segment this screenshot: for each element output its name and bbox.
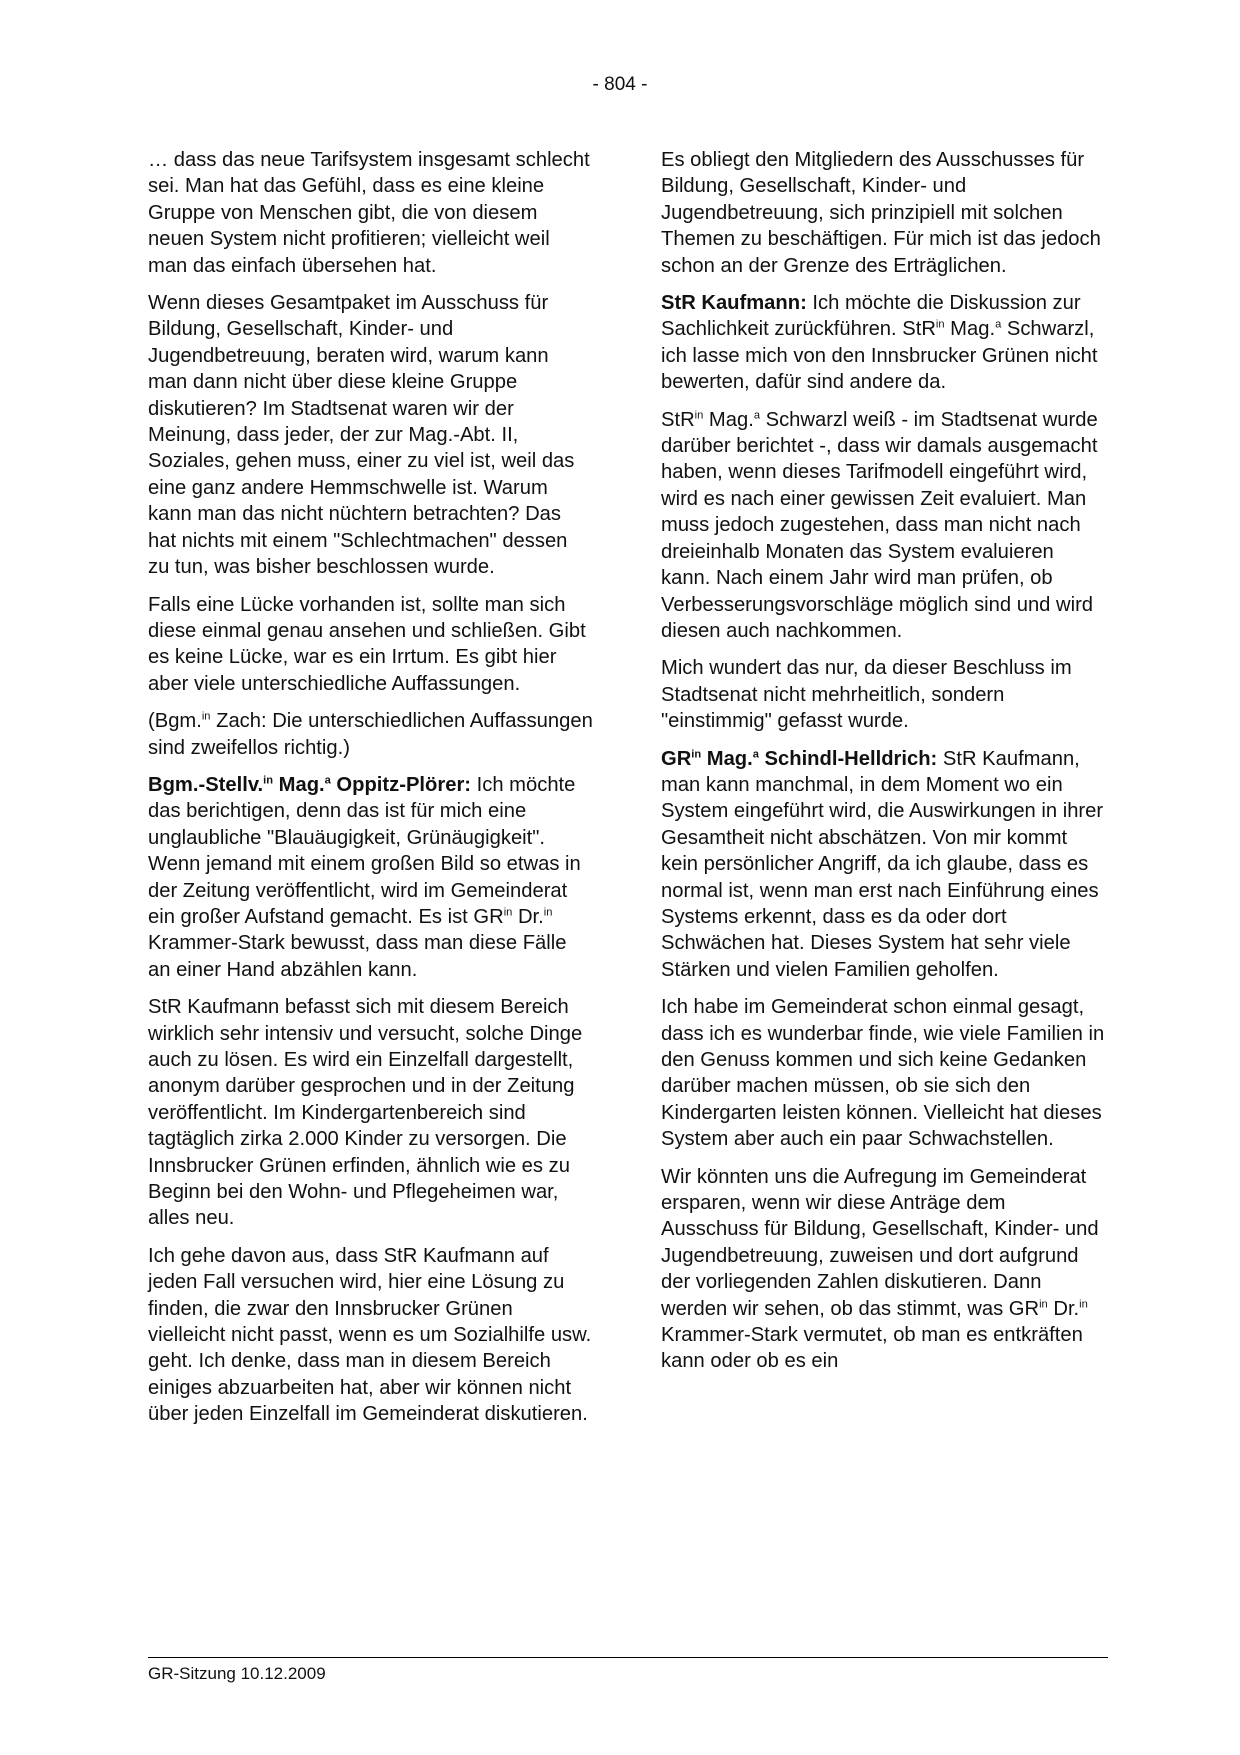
superscript: in — [201, 710, 211, 723]
text-run: (Bgm. — [148, 710, 202, 733]
text-run: Wenn dieses Gesamtpaket im Ausschuss für Bildung, Gesellschaft, Kinder- und Jugendbetreuung, beraten wird, warum kann man dann nicht über diese kleine Gruppe diskutieren? Im Stadtsenat waren wir der Meinung, dass jeder, der zur Mag.-Abt. II, Soziales, gehen muss, einer zu viel ist, weil das eine ganz andere Hemmschwelle ist. Warum kann man das nicht nüchtern betrachten? Das hat nichts mit einem "Schlechtmachen" dessen zu tun, was bisher beschlossen wurde. — [148, 292, 575, 579]
footer-divider — [148, 1657, 1108, 1658]
text-run: Dr. — [1047, 1297, 1080, 1320]
speaker-paragraph — [148, 772, 593, 983]
text-run: Mag. — [701, 747, 753, 770]
superscript: in — [503, 906, 513, 919]
superscript: in — [1039, 1297, 1048, 1310]
speaker-name — [661, 748, 937, 770]
text-run: Ich möchte die Diskussion zur Sachlichkeit zurückführen. StR — [661, 292, 1081, 341]
superscript: a — [324, 774, 331, 787]
speaker-name — [148, 774, 471, 796]
text-run: Schwarzl, ich lasse mich von den Innsbrucker Grünen nicht bewerten, dafür sind andere da. — [661, 318, 1098, 394]
text-run: StR — [661, 408, 695, 431]
paragraph: Falls eine Lücke vorhanden ist, sollte man sich diese einmal genau ansehen und schließen. Gibt es keine Lücke, war es ein Irrtum. Es gibt hier aber viele unterschiedliche Auffassungen. — [148, 593, 586, 695]
interjection — [148, 708, 593, 761]
text-run: Mag. — [703, 408, 754, 431]
paragraph: Es obliegt den Mitgliedern des Ausschusses für Bildung, Gesellschaft, Kinder- und Jugendbetreuung, sich prinzipiell mit solchen Themen zu beschäftigen. Für mich ist das jedoch schon an der Grenze des Erträglichen. — [661, 149, 1101, 277]
paragraph — [661, 407, 1106, 645]
text-run: Krammer-Stark bewusst, dass man diese Fälle an einer Hand abzählen kann. — [148, 932, 567, 981]
text-run: Bgm.-Stellv. — [148, 773, 264, 796]
paragraph — [148, 290, 593, 580]
superscript: in — [935, 318, 945, 331]
paragraph — [661, 1164, 1106, 1375]
superscript: a — [995, 318, 1002, 331]
superscript: a — [752, 747, 759, 760]
left-column — [148, 147, 593, 1439]
text-run: Mag. — [273, 773, 325, 796]
superscript: in — [263, 774, 274, 787]
text-run: Ich möchte das berichtigen, denn das ist für mich eine unglaubliche "Blauäugigkeit, Grünäugigkeit". Wenn jemand mit einem großen Bild so etwas in der Zeitung veröffentlicht, wird im Gemeinderat ein großer Aufstand gemacht. Es ist GR — [148, 773, 581, 928]
superscript: in — [1079, 1297, 1088, 1310]
text-run: Mag. — [944, 318, 996, 341]
paragraph: Ich gehe davon aus, dass StR Kaufmann auf jeden Fall versuchen wird, hier eine Lösung zu finden, die zwar den Innsbrucker Grünen vielleicht nicht passt, wenn es um Sozialhilfe usw. geht. Ich denke, dass man in diesem Bereich einiges abzuarbeiten hat, aber wir können nicht über jeden Einzelfall im Gemeinderat diskutieren. — [148, 1244, 592, 1426]
text-run: Oppitz-Plörer: — [330, 773, 472, 796]
superscript: in — [543, 906, 553, 919]
footer-session-label: GR-Sitzung 10.12.2009 — [148, 1664, 326, 1683]
text-run: Krammer-Stark vermutet, ob man es entkräften kann oder ob es ein — [661, 1324, 1083, 1373]
superscript: a — [753, 408, 760, 421]
right-column — [661, 147, 1106, 1386]
paragraph: … dass das neue Tarifsystem insgesamt schlecht sei. Man hat das Gefühl, dass es eine kleine Gruppe von Menschen gibt, die von diesem neuen System nicht profitieren; vielleicht weil man das einfach übersehen hat. — [148, 149, 590, 277]
page-number: - 804 - — [592, 74, 648, 95]
text-run: Schwarzl weiß - im Stadtsenat wurde darüber berichtet -, dass wir damals ausgemacht haben, wenn dieses Tarifmodell eingeführt wird, wird es nach einer gewissen Zeit evaluiert. Man muss jedoch zugestehen, dass man nicht nach dreieinhalb Monaten das System evaluieren kann. Nach einem Jahr wird man prüfen, ob Verbesserungsvorschläge möglich sind und wird diesen auch nachkommen. — [661, 408, 1098, 642]
speaker-paragraph — [661, 746, 1106, 984]
text-run: Zach: Die unterschiedlichen Auffassungen sind zweifellos richtig.) — [148, 710, 593, 759]
superscript: in — [691, 747, 702, 760]
paragraph: Mich wundert das nur, da dieser Beschluss im Stadtsenat nicht mehrheitlich, sondern "einstimmig" gefasst wurde. — [661, 657, 1072, 733]
text-run: Wir könnten uns die Aufregung im Gemeinderat ersparen, wenn wir diese Anträge dem Ausschuss für Bildung, Gesellschaft, Kinder- und Jugendbetreuung, zuweisen und dort aufgrund der vorliegenden Zahlen diskutieren. Dann werden wir sehen, ob das stimmt, was GR — [661, 1165, 1099, 1320]
paragraph: StR Kaufmann befasst sich mit diesem Bereich wirklich sehr intensiv und versucht, solche Dinge auch zu lösen. Es wird ein Einzelfall dargestellt, anonym darüber gesprochen und in der Zeitung veröffentlicht. Im Kindergartenbereich sind tagtäglich zirka 2.000 Kinder zu versorgen. Die Innsbrucker Grünen erfinden, ähnlich wie es zu Beginn bei den Wohn- und Pflegeheimen war, alles neu. — [148, 996, 583, 1230]
text-run: Schindl-Helldrich: — [758, 747, 938, 770]
superscript: in — [694, 408, 704, 421]
text-run: StR Kaufmann, man kann manchmal, in dem Moment wo ein System eingeführt wird, die Auswirkungen in ihrer Gesamtheit nicht abschätzen. Von mir kommt kein persönlicher Angriff, da ich glaube, dass es normal ist, wenn man erst nach Einführung eines Systems erkennt, dass es da oder dort Schwächen hat. Dieses System hat sehr viele Stärken und vielen Familien geholfen. — [661, 747, 1104, 981]
text-run: GR — [661, 747, 692, 770]
paragraph: Ich habe im Gemeinderat schon einmal gesagt, dass ich es wunderbar finde, wie viele Familien in den Genuss kommen und sich keine Gedanken darüber machen müssen, ob sie sich den Kindergarten leisten können. Vielleicht hat dieses System aber auch ein paar Schwachstellen. — [661, 996, 1105, 1151]
speaker-paragraph — [661, 290, 1106, 396]
speaker-name: StR Kaufmann: — [661, 292, 807, 315]
text-run: Dr. — [512, 905, 544, 928]
